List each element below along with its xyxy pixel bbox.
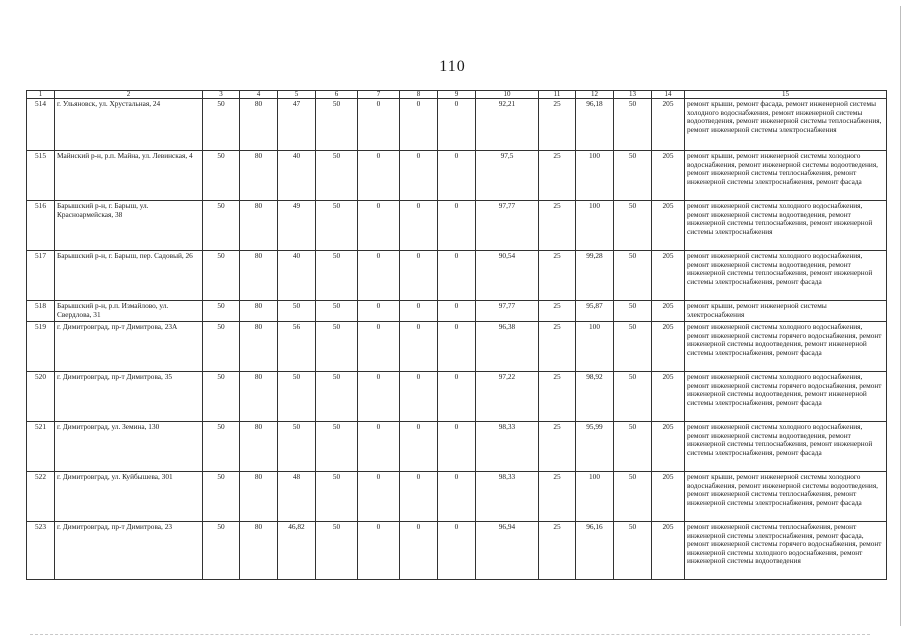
header-cell: 14 [652,91,685,99]
row-number-cell: 515 [27,151,55,201]
address-cell: Барышский р-н, р.п. Измайлово, ул. Свердлова, 31 [55,301,203,322]
table-header-row [27,91,887,99]
col11-cell: 25 [539,372,576,422]
col9-cell: 0 [438,522,476,580]
col5-cell: 40 [278,251,316,301]
table-row [27,422,887,472]
col7-cell: 0 [358,251,400,301]
col10-cell: 97,22 [476,372,539,422]
address-cell: г. Димитровград, ул. Земина, 130 [55,422,203,472]
col12-cell: 95,87 [576,301,614,322]
col10-cell: 98,33 [476,472,539,522]
row-number-cell: 518 [27,301,55,322]
col14-cell: 205 [652,522,685,580]
col11-cell: 25 [539,301,576,322]
table-row [27,201,887,251]
col11-cell: 25 [539,99,576,151]
col7-cell: 0 [358,422,400,472]
works-cell: ремонт инженерной системы холодного водоснабжения, ремонт инженерной системы горячего водоснабжения, ремонт инженерной системы водоотведения, ремонт инженерной системы электроснабжения, ремонт фасада [685,322,887,372]
row-number-cell: 523 [27,522,55,580]
header-cell: 9 [438,91,476,99]
col6-cell: 50 [316,372,358,422]
col3-cell: 50 [203,522,240,580]
col14-cell: 205 [652,472,685,522]
col13-cell: 50 [614,99,652,151]
col4-cell: 80 [240,372,278,422]
col9-cell: 0 [438,151,476,201]
table-row [27,522,887,580]
col4-cell: 80 [240,201,278,251]
col14-cell: 205 [652,322,685,372]
col13-cell: 50 [614,201,652,251]
works-cell: ремонт инженерной системы холодного водоснабжения, ремонт инженерной системы горячего водоснабжения, ремонт инженерной системы водоотведения, ремонт инженерной системы электроснабжения, ремонт фасада [685,372,887,422]
col11-cell: 25 [539,522,576,580]
header-cell: 4 [240,91,278,99]
col11-cell: 25 [539,251,576,301]
col5-cell: 50 [278,422,316,472]
col7-cell: 0 [358,322,400,372]
table-row [27,301,887,322]
col13-cell: 50 [614,251,652,301]
col10-cell: 92,21 [476,99,539,151]
col13-cell: 50 [614,472,652,522]
col9-cell: 0 [438,251,476,301]
col6-cell: 50 [316,472,358,522]
col9-cell: 0 [438,301,476,322]
col14-cell: 205 [652,301,685,322]
col12-cell: 100 [576,472,614,522]
col3-cell: 50 [203,322,240,372]
address-cell: г. Димитровград, пр-т Димитрова, 35 [55,372,203,422]
col13-cell: 50 [614,322,652,372]
data-table [26,90,887,580]
col12-cell: 95,99 [576,422,614,472]
table-row [27,99,887,151]
col10-cell: 98,33 [476,422,539,472]
col4-cell: 80 [240,422,278,472]
col11-cell: 25 [539,322,576,372]
page-number: 110 [439,58,466,75]
col6-cell: 50 [316,201,358,251]
col12-cell: 98,92 [576,372,614,422]
col6-cell: 50 [316,301,358,322]
col8-cell: 0 [400,422,438,472]
col3-cell: 50 [203,301,240,322]
header-cell: 15 [685,91,887,99]
col9-cell: 0 [438,99,476,151]
header-cell: 10 [476,91,539,99]
col4-cell: 80 [240,99,278,151]
row-number-cell: 519 [27,322,55,372]
col8-cell: 0 [400,372,438,422]
works-cell: ремонт инженерной системы теплоснабжения, ремонт инженерной системы электроснабжения, ремонт фасада, ремонт инженерной системы горячего водоснабжения, ремонт инженерной системы холодного водоснабжения, ремонт инженерной системы водоотведения [685,522,887,580]
col7-cell: 0 [358,522,400,580]
col11-cell: 25 [539,422,576,472]
col12-cell: 96,16 [576,522,614,580]
col5-cell: 47 [278,99,316,151]
col11-cell: 25 [539,151,576,201]
col14-cell: 205 [652,151,685,201]
col7-cell: 0 [358,201,400,251]
col3-cell: 50 [203,151,240,201]
works-cell: ремонт крыши, ремонт инженерной системы электроснабжения [685,301,887,322]
col5-cell: 49 [278,201,316,251]
col6-cell: 50 [316,151,358,201]
col7-cell: 0 [358,99,400,151]
col14-cell: 205 [652,372,685,422]
col14-cell: 205 [652,422,685,472]
col5-cell: 46,82 [278,522,316,580]
row-number-cell: 520 [27,372,55,422]
header-cell: 11 [539,91,576,99]
works-cell: ремонт инженерной системы холодного водоснабжения, ремонт инженерной системы водоотведения, ремонт инженерной системы теплоснабжения, ремонт инженерной системы электроснабжения [685,201,887,251]
header-cell: 7 [358,91,400,99]
works-cell: ремонт крыши, ремонт инженерной системы холодного водоснабжения, ремонт инженерной системы водоотведения, ремонт инженерной системы теплоснабжения, ремонт инженерной системы электроснабжения, ремонт фасада [685,151,887,201]
col9-cell: 0 [438,422,476,472]
header-cell: 8 [400,91,438,99]
col7-cell: 0 [358,151,400,201]
table-row [27,372,887,422]
col9-cell: 0 [438,472,476,522]
col12-cell: 100 [576,201,614,251]
table-row [27,472,887,522]
col6-cell: 50 [316,522,358,580]
col5-cell: 50 [278,372,316,422]
col3-cell: 50 [203,251,240,301]
col14-cell: 205 [652,99,685,151]
address-cell: Барышский р-н, г. Барыш, пер. Садовый, 26 [55,251,203,301]
col13-cell: 50 [614,151,652,201]
col13-cell: 50 [614,422,652,472]
col5-cell: 50 [278,301,316,322]
table-row [27,322,887,372]
col10-cell: 97,77 [476,301,539,322]
col8-cell: 0 [400,151,438,201]
col11-cell: 25 [539,201,576,251]
col5-cell: 40 [278,151,316,201]
col14-cell: 205 [652,251,685,301]
col6-cell: 50 [316,422,358,472]
col14-cell: 205 [652,201,685,251]
col13-cell: 50 [614,372,652,422]
col4-cell: 80 [240,522,278,580]
col3-cell: 50 [203,472,240,522]
works-cell: ремонт инженерной системы холодного водоснабжения, ремонт инженерной системы водоотведения, ремонт инженерной системы теплоснабжения, ремонт инженерной системы электроснабжения, ремонт фасада [685,251,887,301]
col8-cell: 0 [400,251,438,301]
col6-cell: 50 [316,251,358,301]
table-row [27,151,887,201]
col8-cell: 0 [400,99,438,151]
col9-cell: 0 [438,372,476,422]
header-cell: 6 [316,91,358,99]
col8-cell: 0 [400,201,438,251]
col8-cell: 0 [400,322,438,372]
header-cell: 5 [278,91,316,99]
address-cell: г. Димитровград, пр-т Димитрова, 23А [55,322,203,372]
address-cell: Барышский р-н, г. Барыш, ул. Красноармейская, 38 [55,201,203,251]
page-edge-line [900,6,901,626]
table-row [27,251,887,301]
col4-cell: 80 [240,472,278,522]
col3-cell: 50 [203,372,240,422]
col4-cell: 80 [240,322,278,372]
header-cell: 13 [614,91,652,99]
col9-cell: 0 [438,201,476,251]
col4-cell: 80 [240,301,278,322]
row-number-cell: 522 [27,472,55,522]
col7-cell: 0 [358,372,400,422]
col12-cell: 99,28 [576,251,614,301]
col8-cell: 0 [400,522,438,580]
col6-cell: 50 [316,322,358,372]
col13-cell: 50 [614,301,652,322]
col9-cell: 0 [438,322,476,372]
col12-cell: 100 [576,151,614,201]
address-cell: г. Димитровград, ул. Куйбышева, 301 [55,472,203,522]
col10-cell: 90,54 [476,251,539,301]
col7-cell: 0 [358,472,400,522]
works-cell: ремонт крыши, ремонт инженерной системы холодного водоснабжения, ремонт инженерной системы водоотведения, ремонт инженерной системы теплоснабжения, ремонт инженерной системы электроснабжения, ремонт фасада [685,472,887,522]
header-cell: 12 [576,91,614,99]
row-number-cell: 516 [27,201,55,251]
col10-cell: 96,38 [476,322,539,372]
col3-cell: 50 [203,422,240,472]
col4-cell: 80 [240,151,278,201]
col5-cell: 56 [278,322,316,372]
col10-cell: 97,77 [476,201,539,251]
col5-cell: 48 [278,472,316,522]
header-cell: 1 [27,91,55,99]
row-number-cell: 514 [27,99,55,151]
col4-cell: 80 [240,251,278,301]
col8-cell: 0 [400,472,438,522]
col8-cell: 0 [400,301,438,322]
address-cell: г. Димитровград, пр-т Димитрова, 23 [55,522,203,580]
works-cell: ремонт инженерной системы холодного водоснабжения, ремонт инженерной системы водоотведения, ремонт инженерной системы теплоснабжения, ремонт инженерной системы электроснабжения, ремонт фасада [685,422,887,472]
col11-cell: 25 [539,472,576,522]
col12-cell: 100 [576,322,614,372]
col10-cell: 97,5 [476,151,539,201]
address-cell: Майнский р-н, р.п. Майна, ул. Левинская, 4 [55,151,203,201]
header-cell: 3 [203,91,240,99]
col3-cell: 50 [203,201,240,251]
header-cell: 2 [55,91,203,99]
col3-cell: 50 [203,99,240,151]
row-number-cell: 517 [27,251,55,301]
address-cell: г. Ульяновск, ул. Хрустальная, 24 [55,99,203,151]
col6-cell: 50 [316,99,358,151]
scan-artifact-line [30,634,870,636]
col10-cell: 96,94 [476,522,539,580]
col7-cell: 0 [358,301,400,322]
col12-cell: 96,18 [576,99,614,151]
works-cell: ремонт крыши, ремонт фасада, ремонт инженерной системы холодного водоснабжения, ремонт инженерной системы водоотведения, ремонт инженерной системы теплоснабжения, ремонт инженерной системы электроснабжения [685,99,887,151]
row-number-cell: 521 [27,422,55,472]
col13-cell: 50 [614,522,652,580]
